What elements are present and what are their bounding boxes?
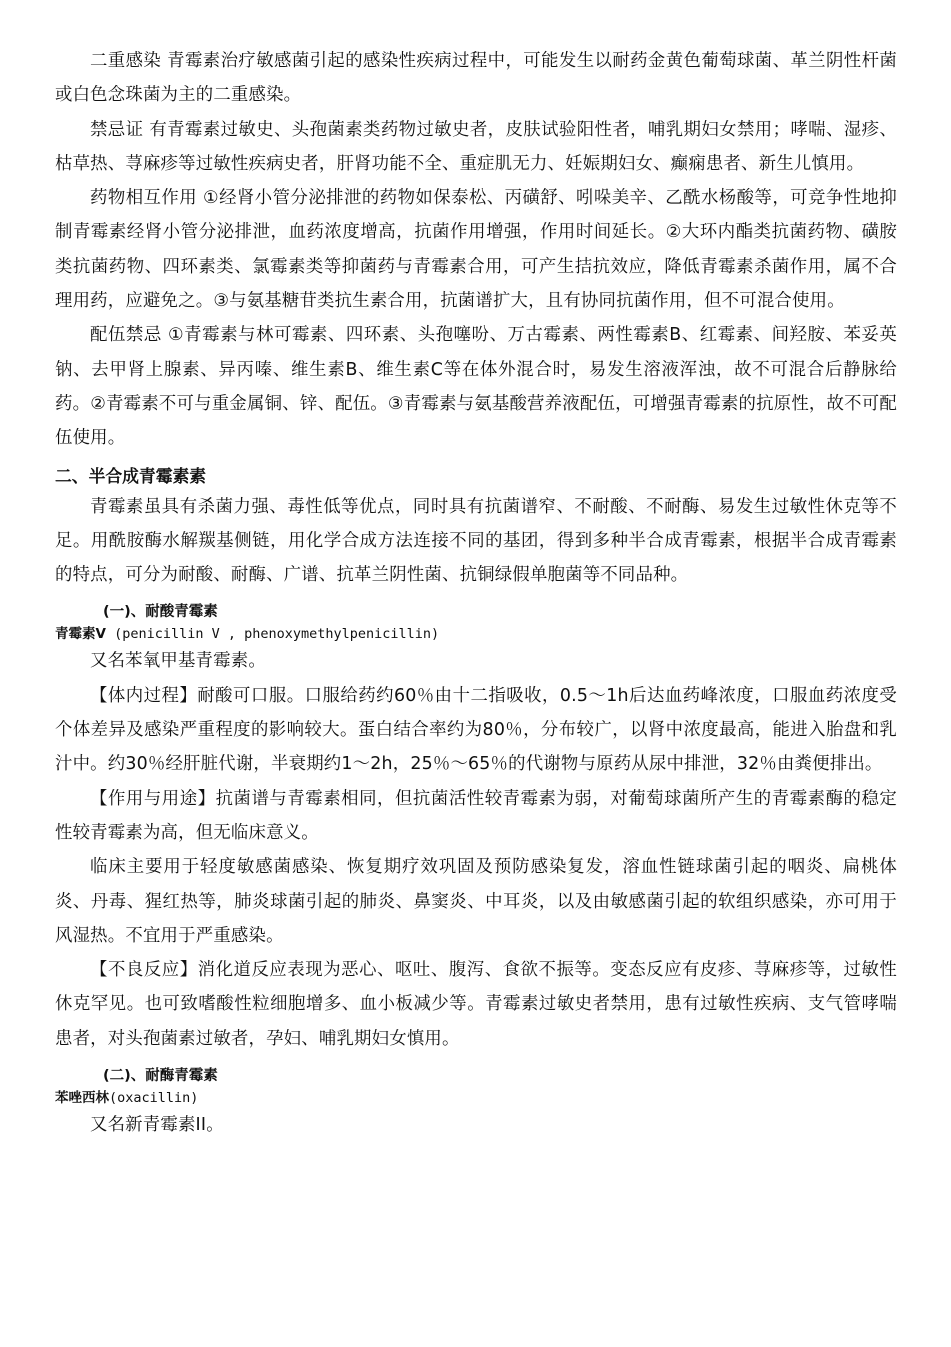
paragraph-adverse-reactions: 【不良反应】消化道反应表现为恶心、呕吐、腹泻、食欲不振等。变态反应有皮疹、荨麻疹等，过敏性休克罕见。也可致嗜酸性粒细胞增多、血小板减少等。青霉素过敏史者禁用，患有过敏性疾病、支气管哮喘患者，对头孢菌素过敏者，孕妇、哺乳期妇女慎用。 — [55, 960, 897, 1049]
section-heading-semisynthetic: 二、半合成青霉素素 — [55, 465, 207, 486]
paragraph-alias: 又名苯氧甲基青霉素。 — [90, 651, 266, 672]
drug-title-oxacillin — [55, 1088, 897, 1108]
subsection-heading-enzyme-resistant: (二)、耐酶青霉素 — [103, 1068, 218, 1085]
drug-latin-name: (penicillin V , phenoxymethylpenicillin) — [105, 626, 440, 643]
drug-title-penicillin-v — [55, 624, 897, 644]
paragraph-pharmacokinetics: 【体内过程】耐酸可口服。口服给药约60％由十二指吸收，0.5～1h后达血药峰浓度，口服血药浓度受个体差异及感染严重程度的影响较大。蛋白结合率约为80％，分布较广，以肾中浓度最高，能进入胎盘和乳汁中。约30％经肝脏代谢，半衰期约1～2h，25％～65％的代谢物与原药从尿中排泄，32％由粪便排出。 — [55, 685, 897, 775]
paragraph-action-use: 【作用与用途】抗菌谱与青霉素相同，但抗菌活性较青霉素为弱，对葡萄球菌所产生的青霉素酶的稳定性较青霉素为高，但无临床意义。 — [55, 788, 897, 843]
document-page — [55, 44, 897, 1142]
drug-name: 苯唑西林 — [55, 1090, 109, 1107]
paragraph-drug-interactions: 药物相互作用 ①经肾小管分泌排泄的药物如保泰松、丙磺舒、吲哚美辛、乙酰水杨酸等，可竞争性地抑制青霉素经肾小管分泌排泄，血药浓度增高，抗菌作用增强，作用时间延长。②大环内酯类抗菌药物、磺胺类抗菌药物、四环素类、氯霉素类等抑菌药与青霉素合用，可产生拮抗效应，降低青霉素杀菌作用，属不合理用药，应避免之。③与氨基糖苷类抗生素合用，抗菌谱扩大，且有协同抗菌作用，但不可混合使用。 — [55, 188, 897, 312]
paragraph-superinfection: 二重感染 青霉素治疗敏感菌引起的感染性疾病过程中，可能发生以耐药金黄色葡萄球菌、革兰阴性杆菌或白色念珠菌为主的二重感染。 — [55, 51, 897, 106]
drug-latin-name: (oxacillin) — [109, 1090, 199, 1107]
paragraph-contraindications: 禁忌证 有青霉素过敏史、头孢菌素类药物过敏史者，皮肤试验阳性者，哺乳期妇女禁用；哮喘、湿疹、枯草热、荨麻疹等过敏性疾病史者，肝肾功能不全、重症肌无力、妊娠期妇女、癫痫患者、新生儿慎用。 — [55, 119, 897, 174]
paragraph-incompatibility: 配伍禁忌 ①青霉素与林可霉素、四环素、头孢噻吩、万古霉素、两性霉素B、红霉素、间羟胺、苯妥英钠、去甲肾上腺素、异丙嗪、维生素B、维生素C等在体外混合时，易发生溶液浑浊，故不可混合后静脉给药。②青霉素不可与重金属铜、锌、配伍。③青霉素与氨基酸营养液配伍，可增强青霉素的抗原性，故不可配伍使用。 — [55, 325, 897, 449]
paragraph-clinical-use: 临床主要用于轻度敏感菌感染、恢复期疗效巩固及预防感染复发，溶血性链球菌引起的咽炎、扁桃体炎、丹毒、猩红热等，肺炎球菌引起的肺炎、鼻窦炎、中耳炎，以及由敏感菌引起的软组织感染，亦可用于风湿热。不宜用于严重感染。 — [55, 857, 897, 946]
drug-name: 青霉素V — [55, 626, 106, 643]
paragraph-alias: 又名新青霉素II。 — [90, 1115, 224, 1136]
paragraph-semisynthetic-intro: 青霉素虽具有杀菌力强、毒性低等优点，同时具有抗菌谱窄、不耐酸、不耐酶、易发生过敏性休克等不足。用酰胺酶水解羰基侧链，用化学合成方法连接不同的基团，得到多种半合成青霉素，根据半合成青霉素的特点，可分为耐酸、耐酶、广谱、抗革兰阴性菌、抗铜绿假单胞菌等不同品种。 — [55, 496, 897, 586]
subsection-heading-acid-resistant: (一)、耐酸青霉素 — [103, 604, 218, 621]
